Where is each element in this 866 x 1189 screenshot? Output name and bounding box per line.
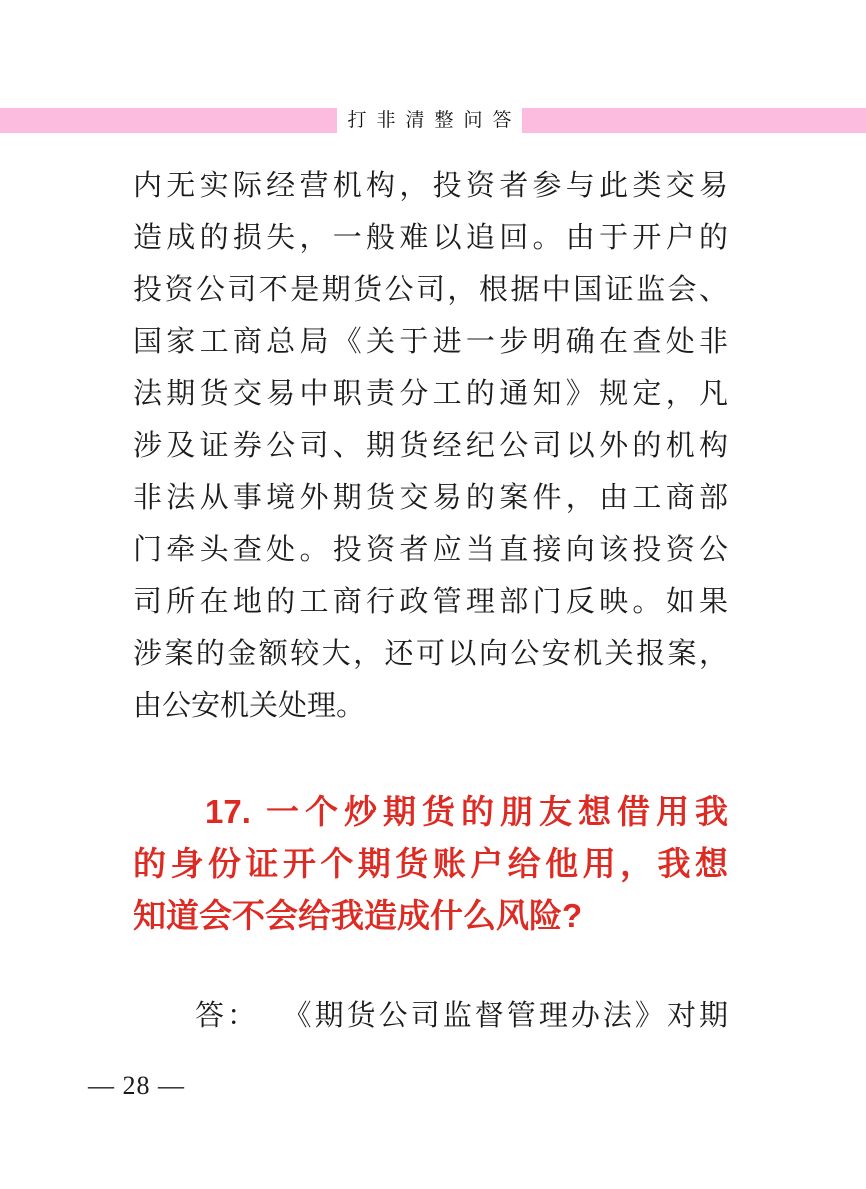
body-line: 门牵头查处。投资者应当直接向该投资公 <box>133 534 728 566</box>
page-header-title: 打非清整问答 <box>347 110 522 131</box>
page-number: — 28 — <box>88 1071 185 1100</box>
question-line: 知道会不会给我造成什么风险? <box>133 897 583 934</box>
text-column <box>133 160 728 1042</box>
header-band <box>0 108 866 133</box>
body-paragraph <box>133 160 728 732</box>
body-line: 法期货交易中职责分工的通知》规定，凡 <box>133 378 728 410</box>
body-line: 涉及证券公司、期货经纪公司以外的机构 <box>133 430 728 462</box>
body-line: 国家工商总局《关于进一步明确在查处非 <box>133 326 728 358</box>
body-line: 涉案的金额较大，还可以向公安机关报案， <box>133 638 728 670</box>
body-line: 投资公司不是期货公司，根据中国证监会、 <box>133 274 728 306</box>
answer-text: 《期货公司监督管理办法》对期 <box>297 1000 728 1032</box>
body-line: 非法从事境外期货交易的案件，由工商部 <box>133 482 728 514</box>
answer-line <box>133 990 728 1042</box>
question-17-block <box>133 786 728 942</box>
header-title-area <box>337 108 522 133</box>
body-line: 司所在地的工商行政管理部门反映。如果 <box>133 586 728 618</box>
body-line: 内无实际经营机构，投资者参与此类交易 <box>133 170 728 202</box>
header-band-right-segment <box>522 108 866 133</box>
header-band-left-segment <box>0 108 337 133</box>
body-line: 造成的损失，一般难以追回。由于开户的 <box>133 222 728 254</box>
answer-label: 答： <box>195 1000 260 1032</box>
question-line: 17. 一个炒期货的朋友想借用我 <box>205 793 728 830</box>
question-line: 的身份证开个期货账户给他用，我想 <box>133 845 728 882</box>
body-line: 由公安机关处理。 <box>133 690 366 722</box>
